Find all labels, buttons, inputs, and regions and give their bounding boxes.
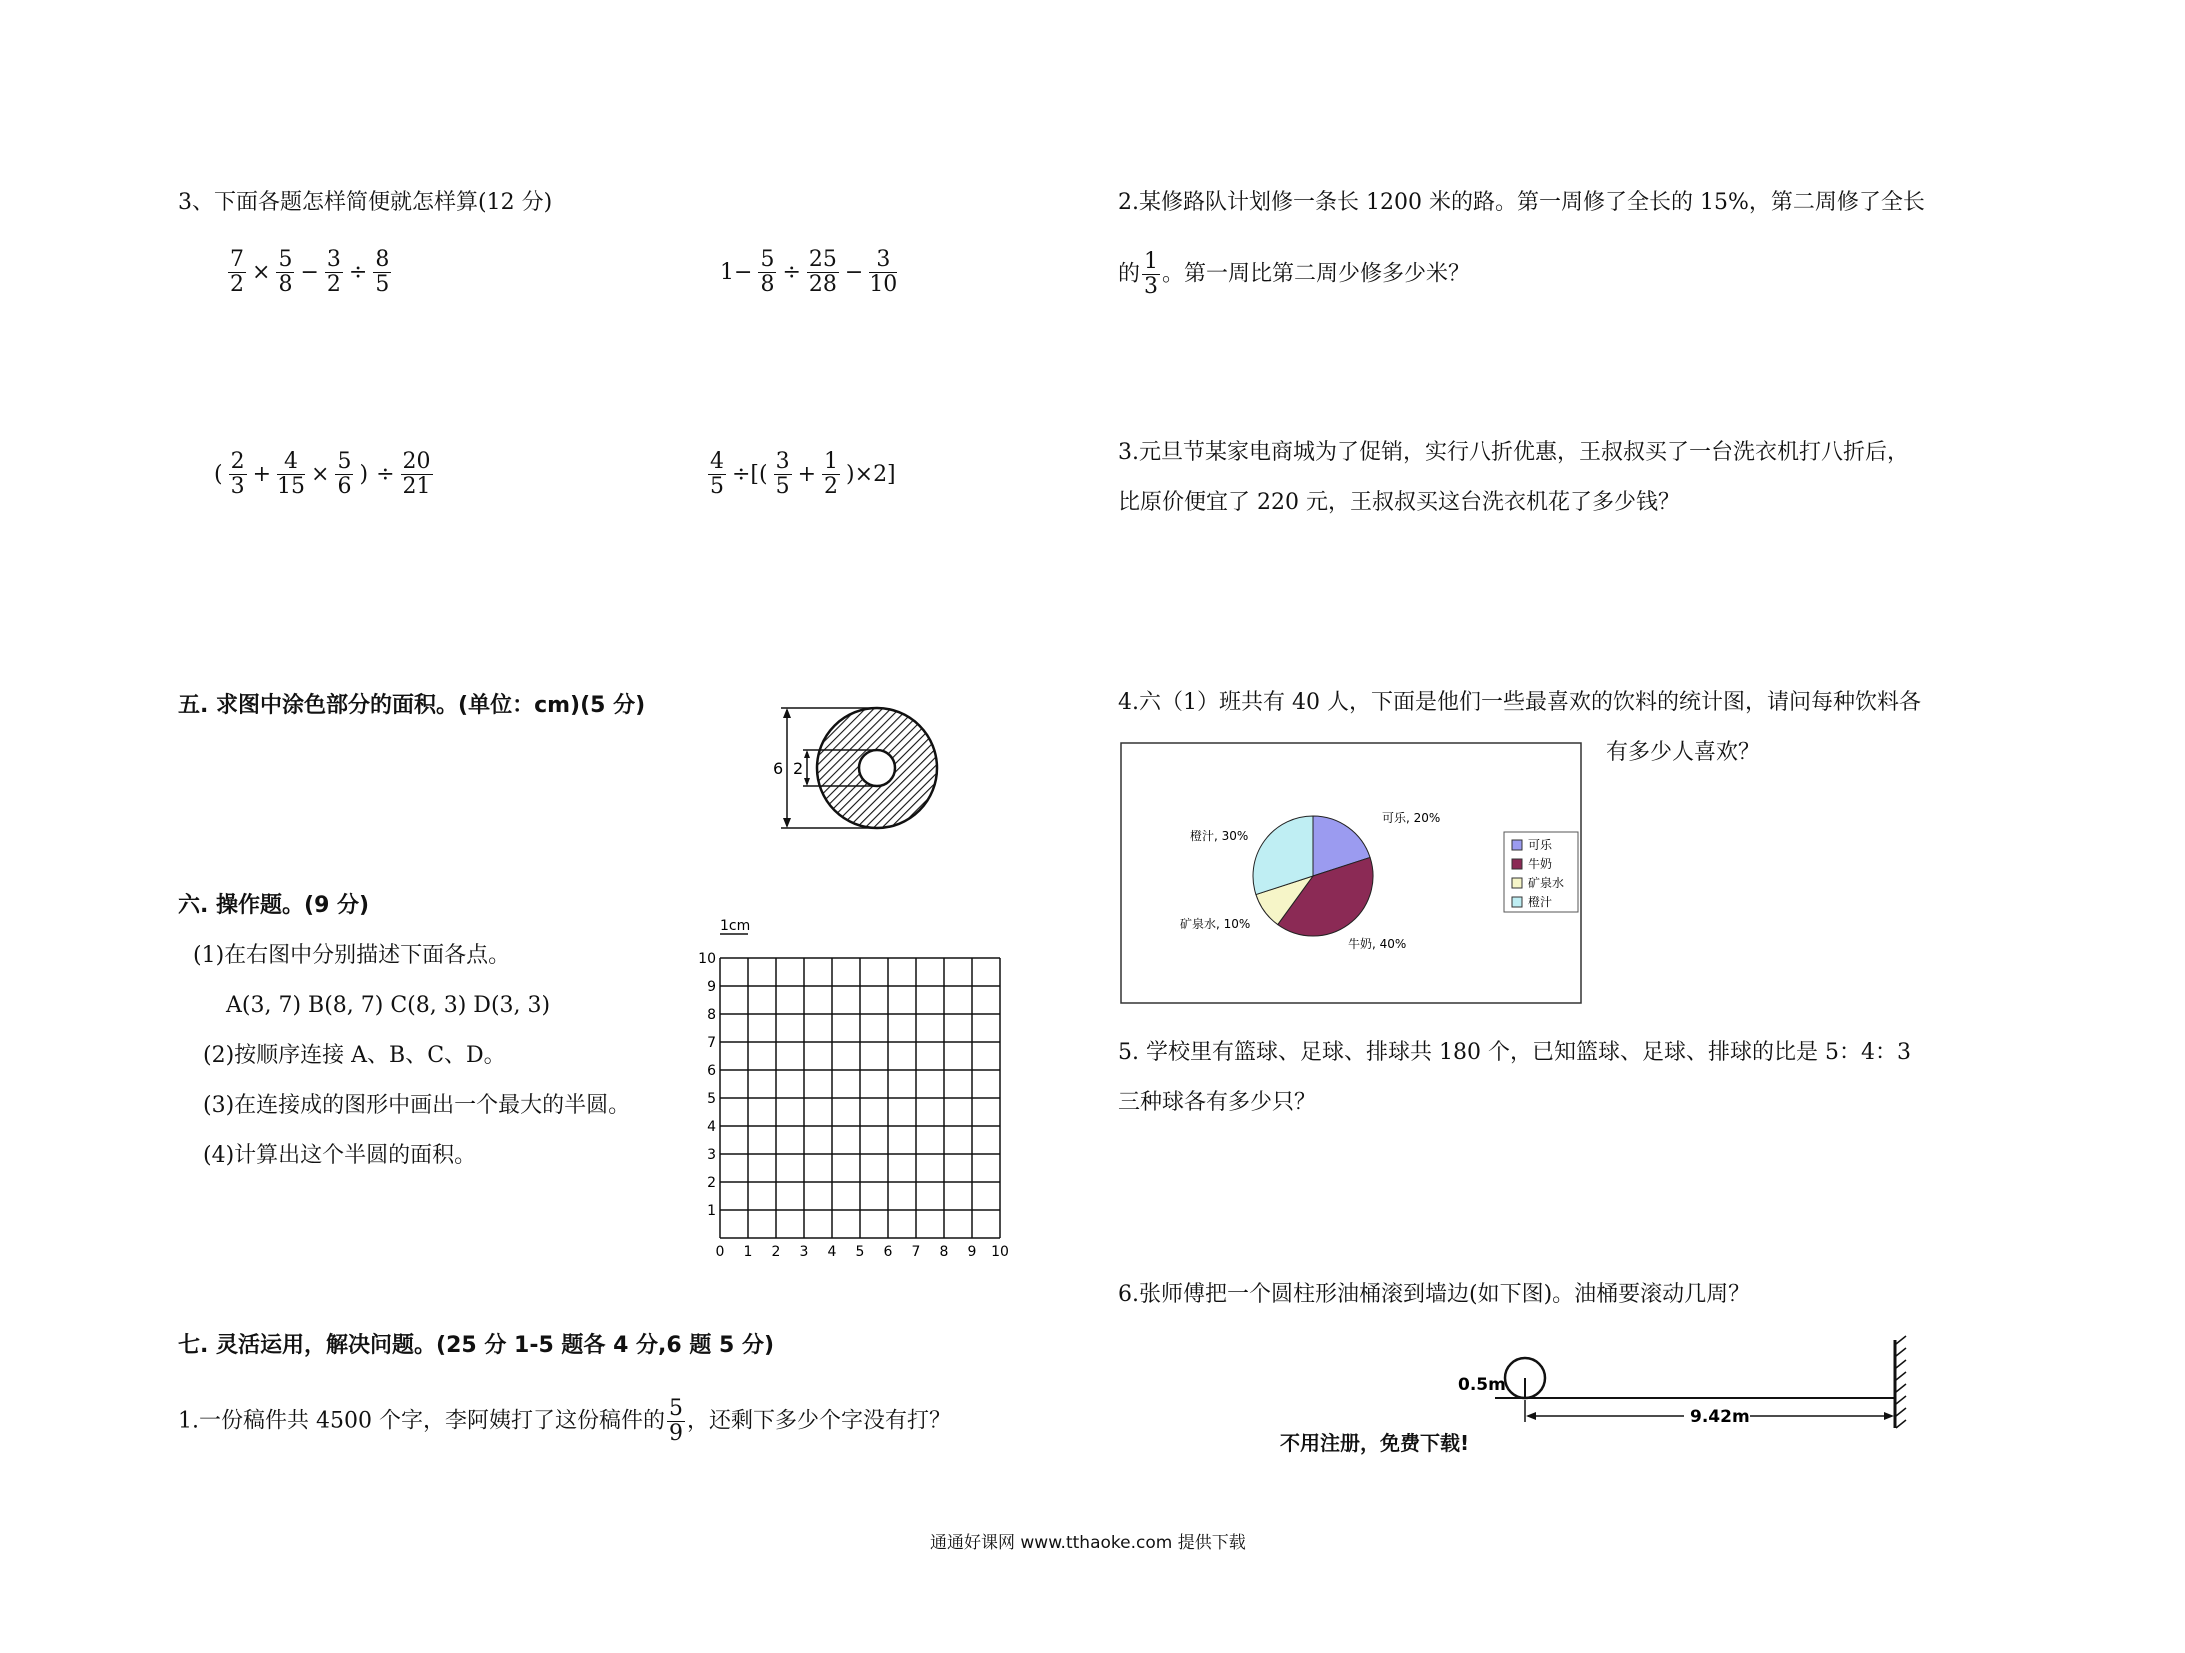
- pie-chart: [1120, 742, 1590, 1006]
- legend-swatch: [1512, 840, 1522, 850]
- grid-x-label: 9: [967, 1244, 977, 1260]
- legend-label: 牛奶: [1528, 857, 1553, 871]
- grid-y-label: 3: [707, 1147, 716, 1163]
- pie-slice-label: 牛奶, 40%: [1348, 937, 1407, 951]
- section-6-title: 六. 操作题。(9 分): [178, 893, 370, 918]
- expression-4: $\frac{4}{5}$ ÷[( $\frac{3}{5}$ + $\frac{1}{2}$ )×2]: [710, 449, 896, 499]
- expression-2: 1− $\frac{5}{8}$ ÷ $\frac{25}{28}$ − $\frac{3}{10}$: [720, 247, 898, 297]
- grid-x-label: 8: [939, 1244, 949, 1260]
- grid-y-label: 4: [707, 1119, 716, 1135]
- problem-2-line-2: 的 $\frac{1}{3}$ 。第一周比第二周少修多少米？: [1118, 249, 1471, 299]
- grid-y-label: 2: [707, 1175, 716, 1191]
- problem-4-line-2: 有多少人喜欢？: [1606, 740, 1761, 765]
- grid-lines: [720, 958, 1000, 1238]
- s6-step-1: (1)在右图中分别描述下面各点。: [193, 943, 511, 968]
- expression-3: ( $\frac{2}{3}$ + $\frac{4}{15}$ × $\frac{5}{6}$ ) ÷ $\frac{20}{21}$: [214, 449, 431, 499]
- grid-x-labels: [716, 1244, 1009, 1260]
- legend-label: 橙汁: [1528, 895, 1553, 909]
- grid-y-label: 1: [707, 1203, 716, 1219]
- problem-3-line-2: 比原价便宜了 220 元，王叔叔买这台洗衣机花了多少钱？: [1118, 490, 1680, 515]
- grid-x-label: 4: [827, 1244, 837, 1260]
- legend-label: 可乐: [1528, 838, 1553, 852]
- expression-1: $\frac{7}{2}$ × $\frac{5}{8}$ − $\frac{3}{2}$ ÷ $\frac{8}{5}$: [230, 247, 390, 297]
- grid-y-label: 9: [707, 979, 716, 995]
- barrel-figure: [1450, 1330, 1920, 1432]
- pie-slice-label: 矿泉水, 10%: [1180, 917, 1251, 931]
- s6-step-3: (3)在连接成的图形中画出一个最大的半圆。: [203, 1093, 631, 1118]
- problem-4-line-1: 4.六（1）班共有 40 人，下面是他们一些最喜欢的饮料的统计图，请问每种饮料各: [1118, 690, 1921, 715]
- grid-y-labels: [698, 951, 716, 1219]
- grid-unit-label: 1cm: [720, 918, 751, 934]
- coordinate-grid: [690, 908, 1020, 1260]
- s6-points: A(3, 7) B(8, 7) C(8, 3) D(3, 3): [226, 993, 551, 1018]
- legend-swatch: [1512, 897, 1522, 907]
- legend-swatch: [1512, 878, 1522, 888]
- pie-slice-label: 橙汁, 30%: [1190, 829, 1249, 843]
- promo-text: 不用注册，免费下载!: [1280, 1431, 1470, 1455]
- problem-3-line-1: 3.元旦节某家电商城为了促销，实行八折优惠，王叔叔买了一台洗衣机打八折后，: [1118, 440, 1909, 465]
- footer: 通通好课网 www.tthaoke.com 提供下载: [930, 1533, 1246, 1553]
- section-7-title: 七. 灵活运用，解决问题。(25 分 1-5 题各 4 分,6 题 5 分): [178, 1333, 775, 1358]
- radius-label: 0.5m: [1458, 1375, 1506, 1395]
- ring-inner-label: 2: [793, 759, 804, 778]
- grid-x-label: 6: [883, 1244, 893, 1260]
- problem-1: 1.一份稿件共 4500 个字，李阿姨打了这份稿件的 $\frac{5}{9}$ ，还剩下多少个字没有打？: [178, 1396, 951, 1446]
- problem-5-line-2: 三种球各有多少只？: [1118, 1090, 1317, 1115]
- grid-y-label: 8: [707, 1007, 716, 1023]
- grid-x-label: 2: [771, 1244, 781, 1260]
- grid-x-label: 0: [715, 1244, 725, 1260]
- grid-x-label: 5: [855, 1244, 865, 1260]
- ring-figure: [765, 698, 945, 834]
- grid-y-label: 10: [698, 951, 716, 967]
- grid-x-label: 3: [799, 1244, 809, 1260]
- grid-y-label: 5: [707, 1091, 716, 1107]
- pie-slice-label: 可乐, 20%: [1382, 811, 1441, 825]
- problem-5-line-1: 5. 学校里有篮球、足球、排球共 180 个，已知篮球、足球、排球的比是 5：4：3: [1118, 1040, 1911, 1065]
- ring-outer-label: 6: [773, 759, 784, 778]
- distance-label: 9.42m: [1690, 1407, 1750, 1427]
- legend-swatch: [1512, 859, 1522, 869]
- grid-y-label: 7: [707, 1035, 716, 1051]
- grid-x-label: 1: [743, 1244, 753, 1260]
- problem-2-line-1: 2.某修路队计划修一条长 1200 米的路。第一周修了全长的 15%，第二周修了全长: [1118, 190, 1925, 215]
- legend-label: 矿泉水: [1528, 876, 1565, 890]
- problem-6: 6.张师傅把一个圆柱形油桶滚到墙边(如下图)。油桶要滚动几周？: [1118, 1282, 1751, 1307]
- grid-x-label: 7: [911, 1244, 921, 1260]
- pie-slices: [1253, 816, 1373, 936]
- grid-x-label: 10: [991, 1244, 1009, 1260]
- section-5-title: 五. 求图中涂色部分的面积。(单位：cm)(5 分): [178, 693, 646, 718]
- s6-step-2: (2)按顺序连接 A、B、C、D。: [203, 1043, 506, 1068]
- s6-step-4: (4)计算出这个半圆的面积。: [203, 1143, 477, 1168]
- q3-title: 3、下面各题怎样简便就怎样算(12 分): [178, 190, 553, 215]
- grid-y-label: 6: [707, 1063, 716, 1079]
